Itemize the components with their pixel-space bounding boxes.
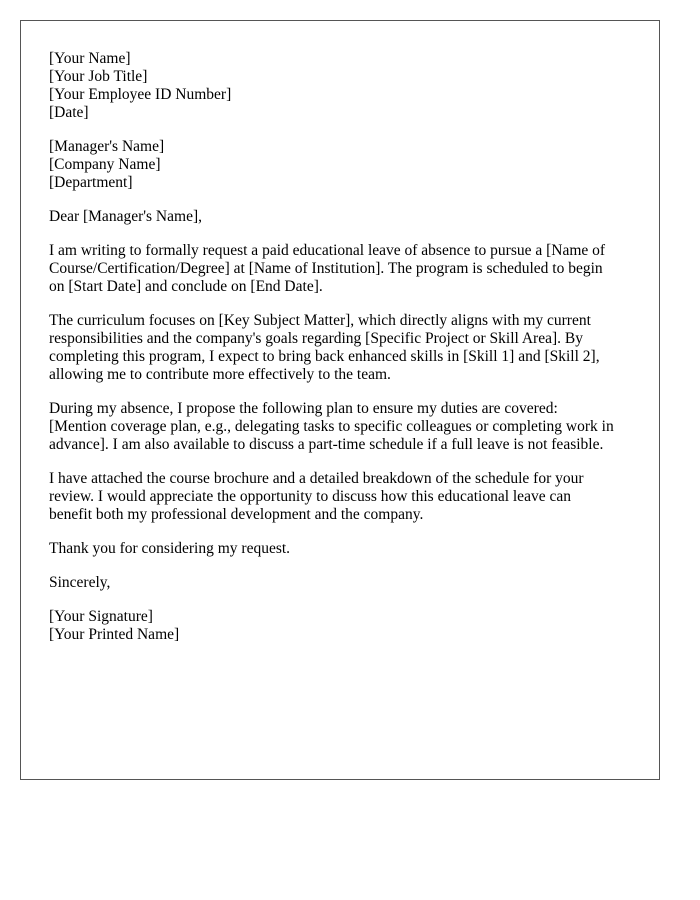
letter-body — [49, 50, 649, 660]
paragraph-line: responsibilities and the company's goals regarding [Specific Project or Skill Area]. By — [49, 330, 583, 347]
recipient-manager-name: [Manager's Name] — [49, 138, 165, 155]
signature-block — [49, 608, 649, 644]
paragraph-line: benefit both my professional development and the company. — [49, 506, 424, 523]
paragraph-line: on [Start Date] and conclude on [End Date]. — [49, 278, 323, 295]
sender-block — [49, 50, 649, 122]
sender-job-title: [Your Job Title] — [49, 68, 148, 85]
paragraph-line: I have attached the course brochure and a detailed breakdown of the schedule for your — [49, 470, 584, 487]
paragraph-line: review. I would appreciate the opportunity to discuss how this educational leave can — [49, 488, 571, 505]
paragraph-line: Course/Certification/Degree] at [Name of Institution]. The program is scheduled to begin — [49, 260, 603, 277]
paragraph-line: [Mention coverage plan, e.g., delegating tasks to specific colleagues or completing work in — [49, 418, 614, 435]
paragraph-line: The curriculum focuses on [Key Subject Matter], which directly aligns with my current — [49, 312, 591, 329]
paragraph-line: allowing me to contribute more effectively to the team. — [49, 366, 391, 383]
sender-name: [Your Name] — [49, 50, 131, 67]
thanks-line — [49, 540, 649, 558]
printed-name: [Your Printed Name] — [49, 626, 180, 643]
paragraph-curriculum — [49, 312, 649, 384]
recipient-company-name: [Company Name] — [49, 156, 161, 173]
salutation-text: Dear [Manager's Name], — [49, 208, 202, 225]
paragraph-request — [49, 242, 649, 296]
sender-employee-id: [Your Employee ID Number] — [49, 86, 232, 103]
closing-line — [49, 574, 649, 592]
salutation — [49, 208, 649, 226]
paragraph-line: advance]. I am also available to discuss a part-time schedule if a full leave is not feasible. — [49, 436, 604, 453]
paragraph-attachments — [49, 470, 649, 524]
paragraph-line: During my absence, I propose the following plan to ensure my duties are covered: — [49, 400, 558, 417]
letter-page — [20, 20, 660, 780]
signature: [Your Signature] — [49, 608, 153, 625]
paragraph-line: completing this program, I expect to bring back enhanced skills in [Skill 1] and [Skill 2], — [49, 348, 600, 365]
recipient-department: [Department] — [49, 174, 133, 191]
letter-date: [Date] — [49, 104, 89, 121]
paragraph-coverage-plan — [49, 400, 649, 454]
recipient-block — [49, 138, 649, 192]
closing-text: Sincerely, — [49, 574, 111, 591]
thanks-text: Thank you for considering my request. — [49, 540, 291, 557]
paragraph-line: I am writing to formally request a paid educational leave of absence to pursue a [Name of — [49, 242, 606, 259]
